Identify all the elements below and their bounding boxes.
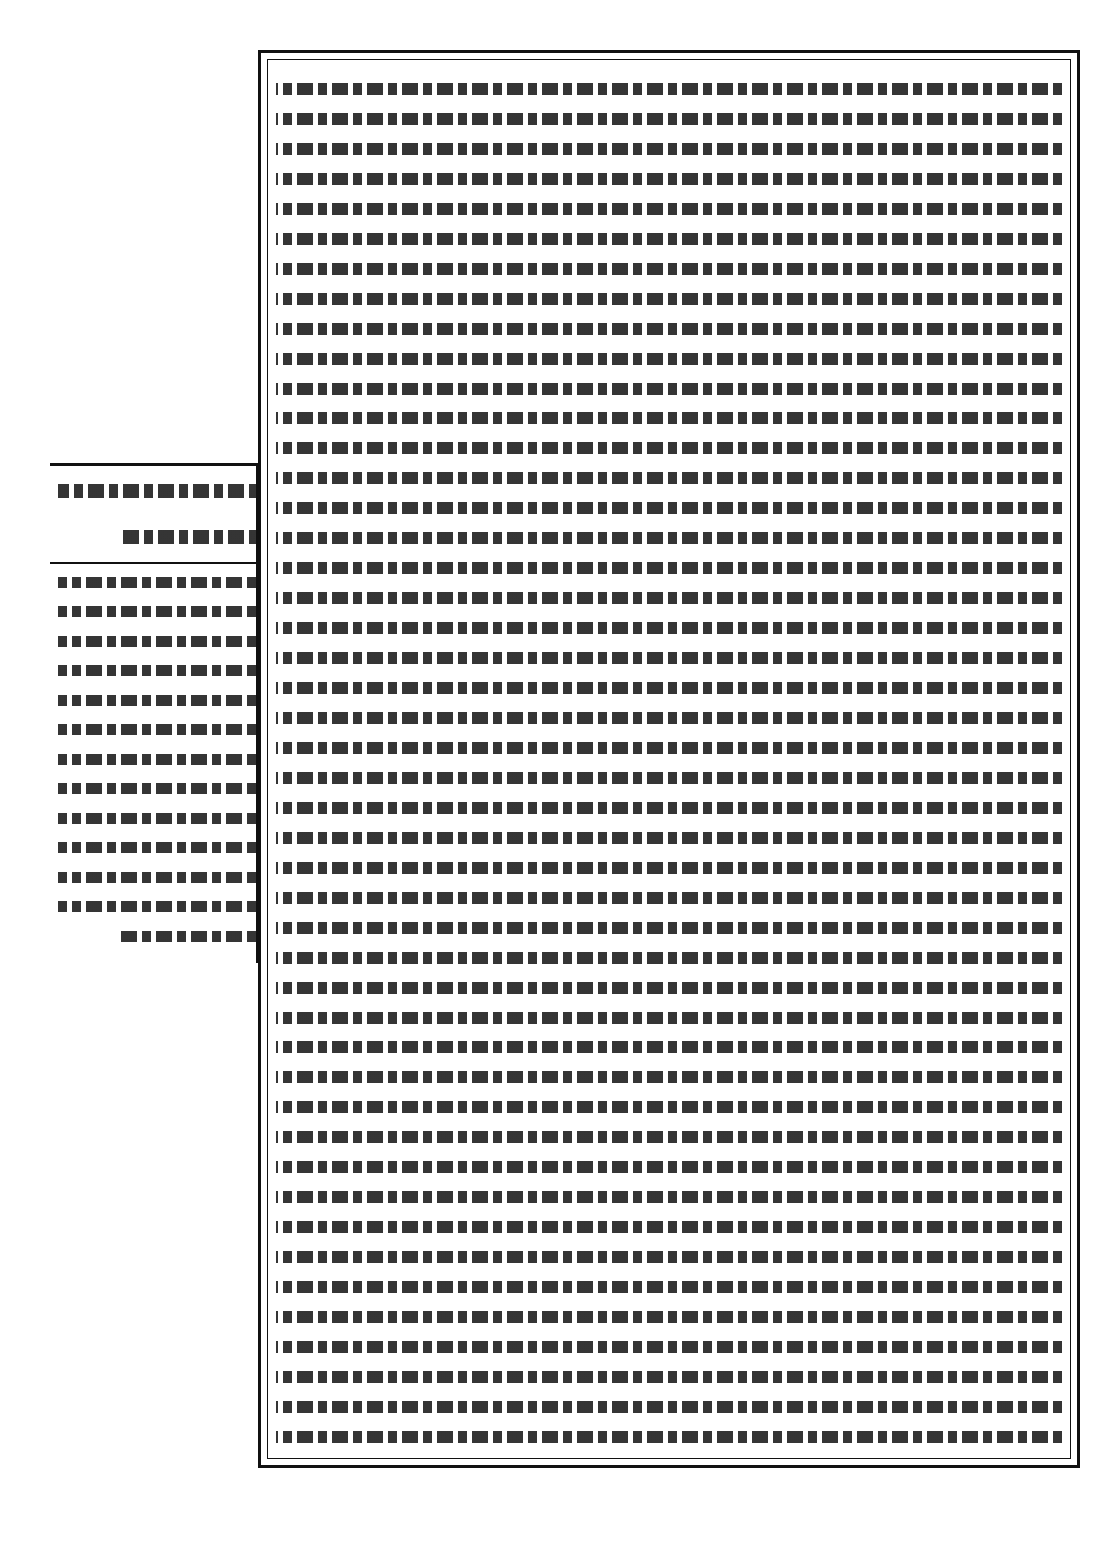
main-text-line <box>276 164 1062 194</box>
main-text-line <box>276 913 1062 943</box>
main-text-line <box>276 673 1062 703</box>
main-text-line <box>276 104 1062 134</box>
margin-text-line <box>58 804 256 832</box>
main-text-line <box>276 1332 1062 1362</box>
main-text-line <box>276 194 1062 224</box>
main-text-line <box>276 134 1062 164</box>
margin-text-line <box>58 716 256 744</box>
margin-title-line <box>58 476 258 506</box>
main-text-line <box>276 284 1062 314</box>
main-text-line <box>276 1003 1062 1033</box>
main-text-line <box>276 1033 1062 1063</box>
main-text-line <box>276 523 1062 553</box>
main-text-line <box>276 1272 1062 1302</box>
margin-divider-rule <box>50 562 258 564</box>
page-number <box>322 16 372 42</box>
main-text-line <box>276 1122 1062 1152</box>
margin-text-line <box>58 922 256 950</box>
main-text-line <box>276 433 1062 463</box>
margin-text-line <box>58 686 256 714</box>
main-text-line <box>276 943 1062 973</box>
margin-note-body <box>58 568 256 950</box>
main-text-line <box>276 463 1062 493</box>
main-text-line <box>276 403 1062 433</box>
main-text-line <box>276 553 1062 583</box>
margin-top-rule <box>50 463 258 466</box>
main-text-body <box>276 74 1062 1452</box>
main-text-line <box>276 583 1062 613</box>
margin-text-line <box>58 745 256 773</box>
main-text-line <box>276 344 1062 374</box>
main-text-line <box>276 1212 1062 1242</box>
margin-note-title <box>58 468 258 560</box>
main-text-line <box>276 613 1062 643</box>
main-text-line <box>276 643 1062 673</box>
main-text-line <box>276 1182 1062 1212</box>
main-text-line <box>276 763 1062 793</box>
main-text-line <box>276 1152 1062 1182</box>
main-text-line <box>276 1392 1062 1422</box>
main-text-line <box>276 883 1062 913</box>
margin-text-line <box>58 657 256 685</box>
margin-title-line <box>58 522 258 552</box>
main-text-line <box>276 973 1062 1003</box>
main-text-line <box>276 1422 1062 1452</box>
main-text-line <box>276 823 1062 853</box>
margin-text-line <box>58 863 256 891</box>
main-text-line <box>276 1362 1062 1392</box>
margin-text-line <box>58 775 256 803</box>
margin-text-line <box>58 893 256 921</box>
margin-text-line <box>58 834 256 862</box>
main-text-line <box>276 374 1062 404</box>
main-text-line <box>276 254 1062 284</box>
main-text-line <box>276 493 1062 523</box>
margin-text-line <box>58 598 256 626</box>
main-text-line <box>276 793 1062 823</box>
main-text-line <box>276 1242 1062 1272</box>
main-text-line <box>276 1302 1062 1332</box>
main-text-line <box>276 1062 1062 1092</box>
main-text-line <box>276 703 1062 733</box>
main-text-line <box>276 74 1062 104</box>
margin-text-line <box>58 627 256 655</box>
main-text-line <box>276 733 1062 763</box>
main-text-line <box>276 853 1062 883</box>
main-text-line <box>276 1092 1062 1122</box>
margin-column-rule <box>256 463 258 963</box>
main-text-line <box>276 224 1062 254</box>
main-text-line <box>276 314 1062 344</box>
margin-text-line <box>58 568 256 596</box>
